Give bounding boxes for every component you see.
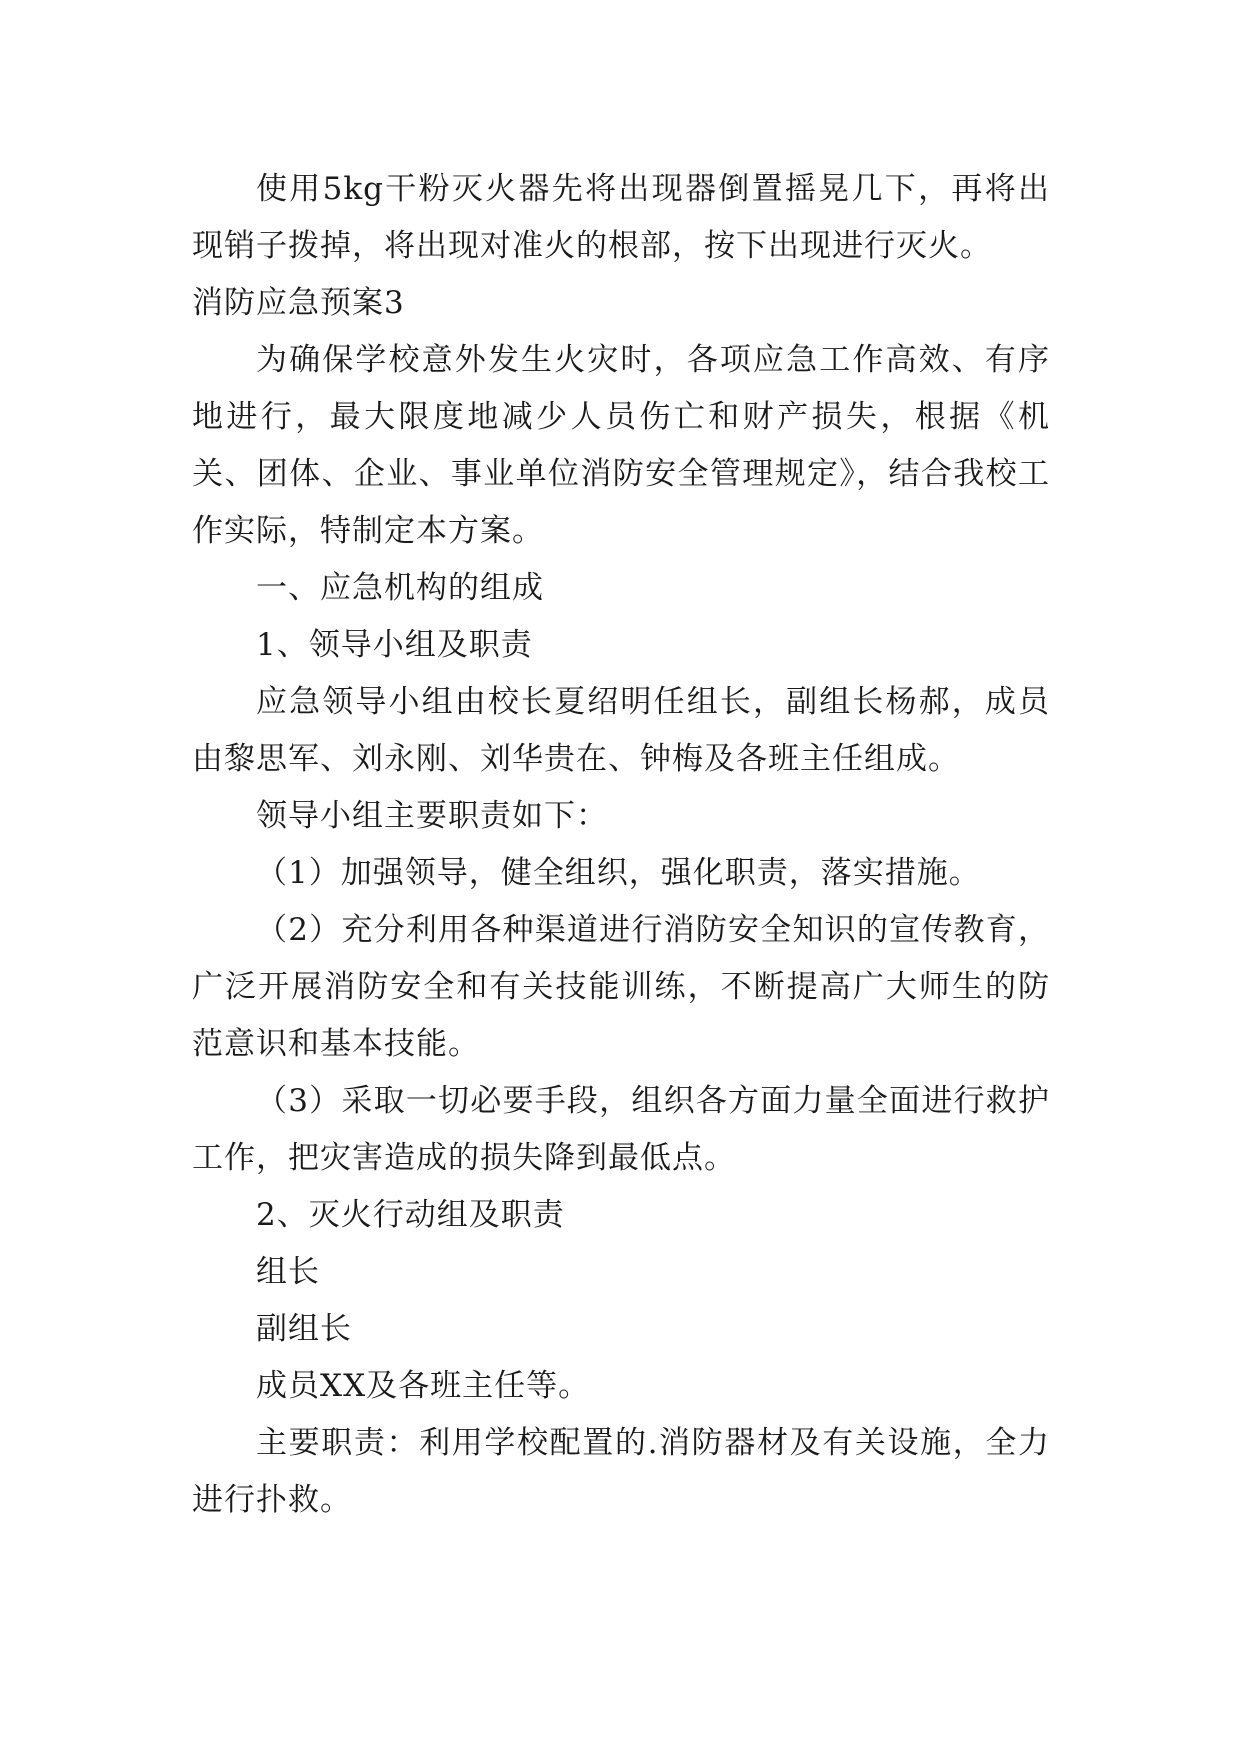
paragraph-leadership-duties-intro: 领导小组主要职责如下： [256,798,608,834]
list-item-duty-1: （1）加强领导，健全组织，强化职责，落实措施。 [256,855,981,891]
paragraph-deputy-leader: 副组长 [256,1311,352,1347]
heading-leadership-group: 1、领导小组及职责 [256,627,533,663]
document-body [192,161,1050,1529]
paragraph-main-duties: 主要职责：利用学校配置的.消防器材及有关设施，全力进行扑救。 [192,1425,1050,1518]
paragraph-extinguisher-instructions: 使用5kg干粉灭火器先将出现器倒置摇晃几下，再将出现销子拨掉，将出现对准火的根部，按下出现进行灭火。 [192,171,1050,264]
heading-firefighting-group: 2、灭火行动组及职责 [256,1197,565,1233]
heading-emergency-organization: 一、应急机构的组成 [256,570,544,606]
paragraph-members: 成员XX及各班主任等。 [256,1368,591,1404]
list-item-duty-3: （3）采取一切必要手段，组织各方面力量全面进行救护工作，把灾害造成的损失降到最低点。 [192,1083,1050,1176]
paragraph-group-leader: 组长 [256,1254,320,1290]
paragraph-purpose: 为确保学校意外发生火灾时，各项应急工作高效、有序地进行，最大限度地减少人员伤亡和财产损失，根据《机关、团体、企业、事业单位消防安全管理规定》，结合我校工作实际，特制定本方案。 [192,342,1050,549]
section-heading-plan-3: 消防应急预案3 [192,285,405,321]
paragraph-leadership-members: 应急领导小组由校长夏绍明任组长，副组长杨郝，成员由黎思军、刘永刚、刘华贵在、钟梅及各班主任组成。 [192,684,1050,777]
list-item-duty-2: （2）充分利用各种渠道进行消防安全知识的宣传教育，广泛开展消防安全和有关技能训练，不断提高广大师生的防范意识和基本技能。 [192,912,1050,1062]
